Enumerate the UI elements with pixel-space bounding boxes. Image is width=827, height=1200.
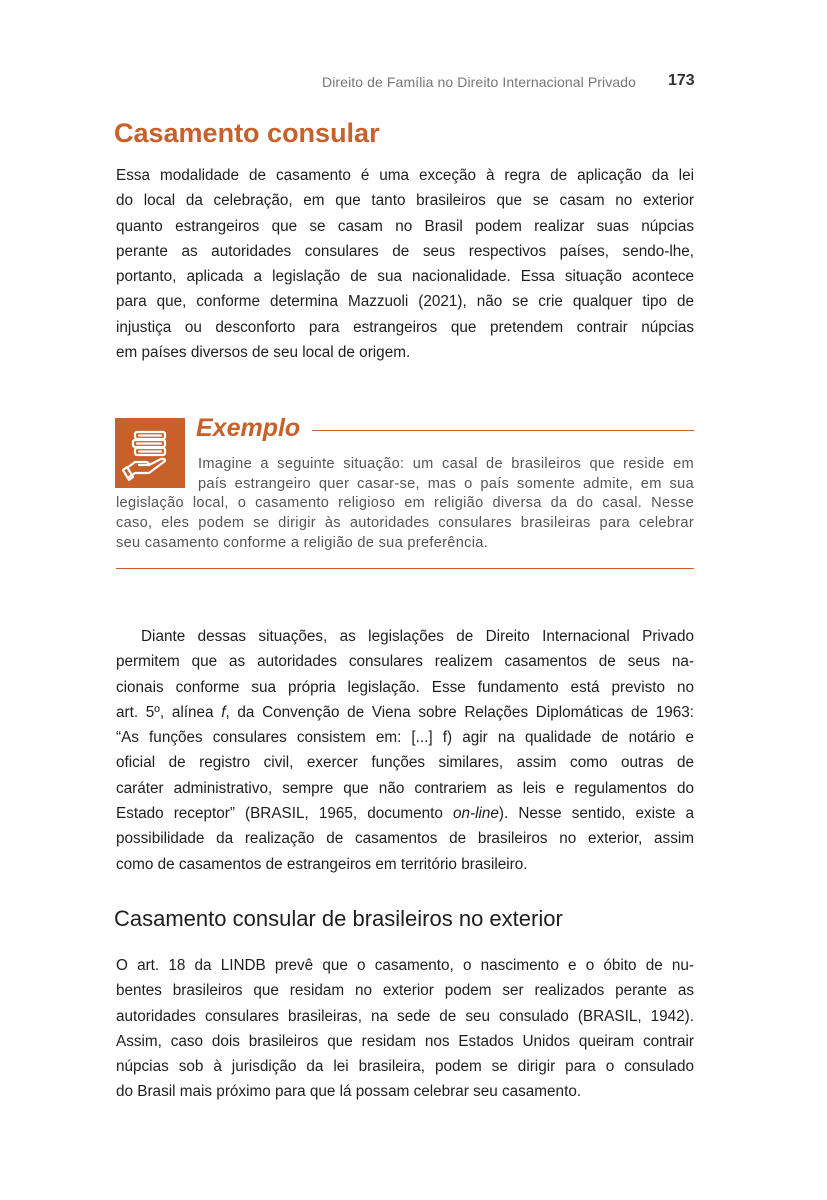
- text-segment: permitem que as autoridades consulares realizem casamentos de seus na-: [116, 653, 694, 671]
- text-segment: como de casamentos de estrangeiros em território brasileiro.: [116, 855, 528, 873]
- divider: [312, 430, 694, 431]
- italic-text: on-line: [452, 805, 499, 823]
- text-line: bentes brasileiros que residam no exterior podem ser realizados perante as: [116, 982, 694, 1000]
- paragraph-1: [116, 163, 694, 365]
- text-segment: oficial de registro civil, exercer funções similares, assim como outras de: [116, 754, 694, 772]
- text-line: Essa modalidade de casamento é uma exceção à regra de aplicação da lei: [116, 167, 694, 184]
- text-line: caso, eles podem se dirigir às autoridades consulares brasileiras para celebrar: [116, 515, 694, 532]
- divider: [116, 568, 694, 569]
- example-title: Exemplo: [196, 414, 301, 442]
- text-line: [116, 649, 694, 674]
- italic-text: f: [221, 703, 226, 721]
- text-segment: , da Convenção de Viena sobre Relações Diplomáticas de 1963:: [225, 703, 694, 721]
- text-line: autoridades consulares brasileiras, na sede de seu consulado (BRASIL, 1942).: [116, 1007, 694, 1025]
- text-segment: possibilidade da realização de casamentos de brasileiros no exterior, assim: [116, 830, 694, 848]
- section-title: Casamento consular: [114, 118, 380, 148]
- text-line: para que, conforme determina Mazzuoli (2021), não se crie qualquer tipo de: [116, 293, 694, 311]
- text-segment: Estado receptor” (BRASIL, 1965, documento: [116, 805, 453, 823]
- text-line: O art. 18 da LINDB prevê que o casamento, o nascimento e o óbito de nu-: [116, 957, 694, 974]
- page-number: 173: [668, 72, 695, 89]
- text-line: país estrangeiro quer casar-se, mas o país somente admite, em sua: [198, 475, 694, 492]
- text-line: [116, 826, 694, 851]
- text-line: quanto estrangeiros que se casam no Brasil podem realizar suas núpcias: [116, 217, 694, 235]
- text-line: do local da celebração, em que tanto brasileiros que se casam no exterior: [116, 192, 694, 210]
- text-segment: ). Nesse sentido, existe a: [498, 805, 694, 823]
- text-line: [116, 624, 694, 649]
- text-line: [116, 750, 694, 775]
- text-line: do Brasil mais próximo para que lá possam celebrar seu casamento.: [116, 1083, 582, 1101]
- text-segment: cionais conforme sua própria legislação. Esse fundamento está previsto no: [116, 678, 694, 696]
- text-line: Imagine a seguinte situação: um casal de brasileiros que reside em: [198, 456, 694, 472]
- text-segment: “As funções consulares consistem em: [...] f) agir na qualidade de notário e: [116, 729, 694, 747]
- text-line: em países diversos de seu local de origem.: [116, 344, 411, 362]
- subsection-title: Casamento consular de brasileiros no exterior: [114, 906, 563, 931]
- text-line: [116, 852, 694, 877]
- text-line: portanto, aplicada a legislação de sua nacionalidade. Essa situação acontece: [116, 268, 694, 286]
- text-line: [116, 700, 694, 725]
- text-line: [116, 675, 694, 700]
- running-header: Direito de Família no Direito Internacional Privado: [322, 74, 637, 90]
- text-line: [116, 776, 694, 801]
- text-line: seu casamento conforme a religião de sua preferência.: [116, 534, 489, 551]
- paragraph-2: [116, 624, 694, 877]
- text-line: perante as autoridades consulares de seus respectivos países, sendo-lhe,: [116, 242, 694, 260]
- text-line: [116, 801, 694, 826]
- text-line: Assim, caso dois brasileiros que residam nos Estados Unidos queiram contrair: [116, 1032, 694, 1050]
- text-line: [116, 725, 694, 750]
- text-segment: Diante dessas situações, as legislações de Direito Internacional Privado: [141, 628, 694, 645]
- paragraph-3: [116, 953, 694, 1105]
- example-text: [116, 455, 694, 553]
- text-line: injustiça ou desconforto para estrangeiros que pretendem contrair núpcias: [116, 318, 694, 336]
- text-segment: art. 5º, alínea: [116, 703, 222, 721]
- text-line: legislação local, o casamento religioso em religião diversa da do casal. Nesse: [116, 495, 694, 512]
- text-line: núpcias sob à jurisdição da lei brasileira, podem se dirigir para o consulado: [116, 1058, 694, 1076]
- text-segment: caráter administrativo, sempre que não contrariem as leis e regulamentos do: [116, 779, 694, 797]
